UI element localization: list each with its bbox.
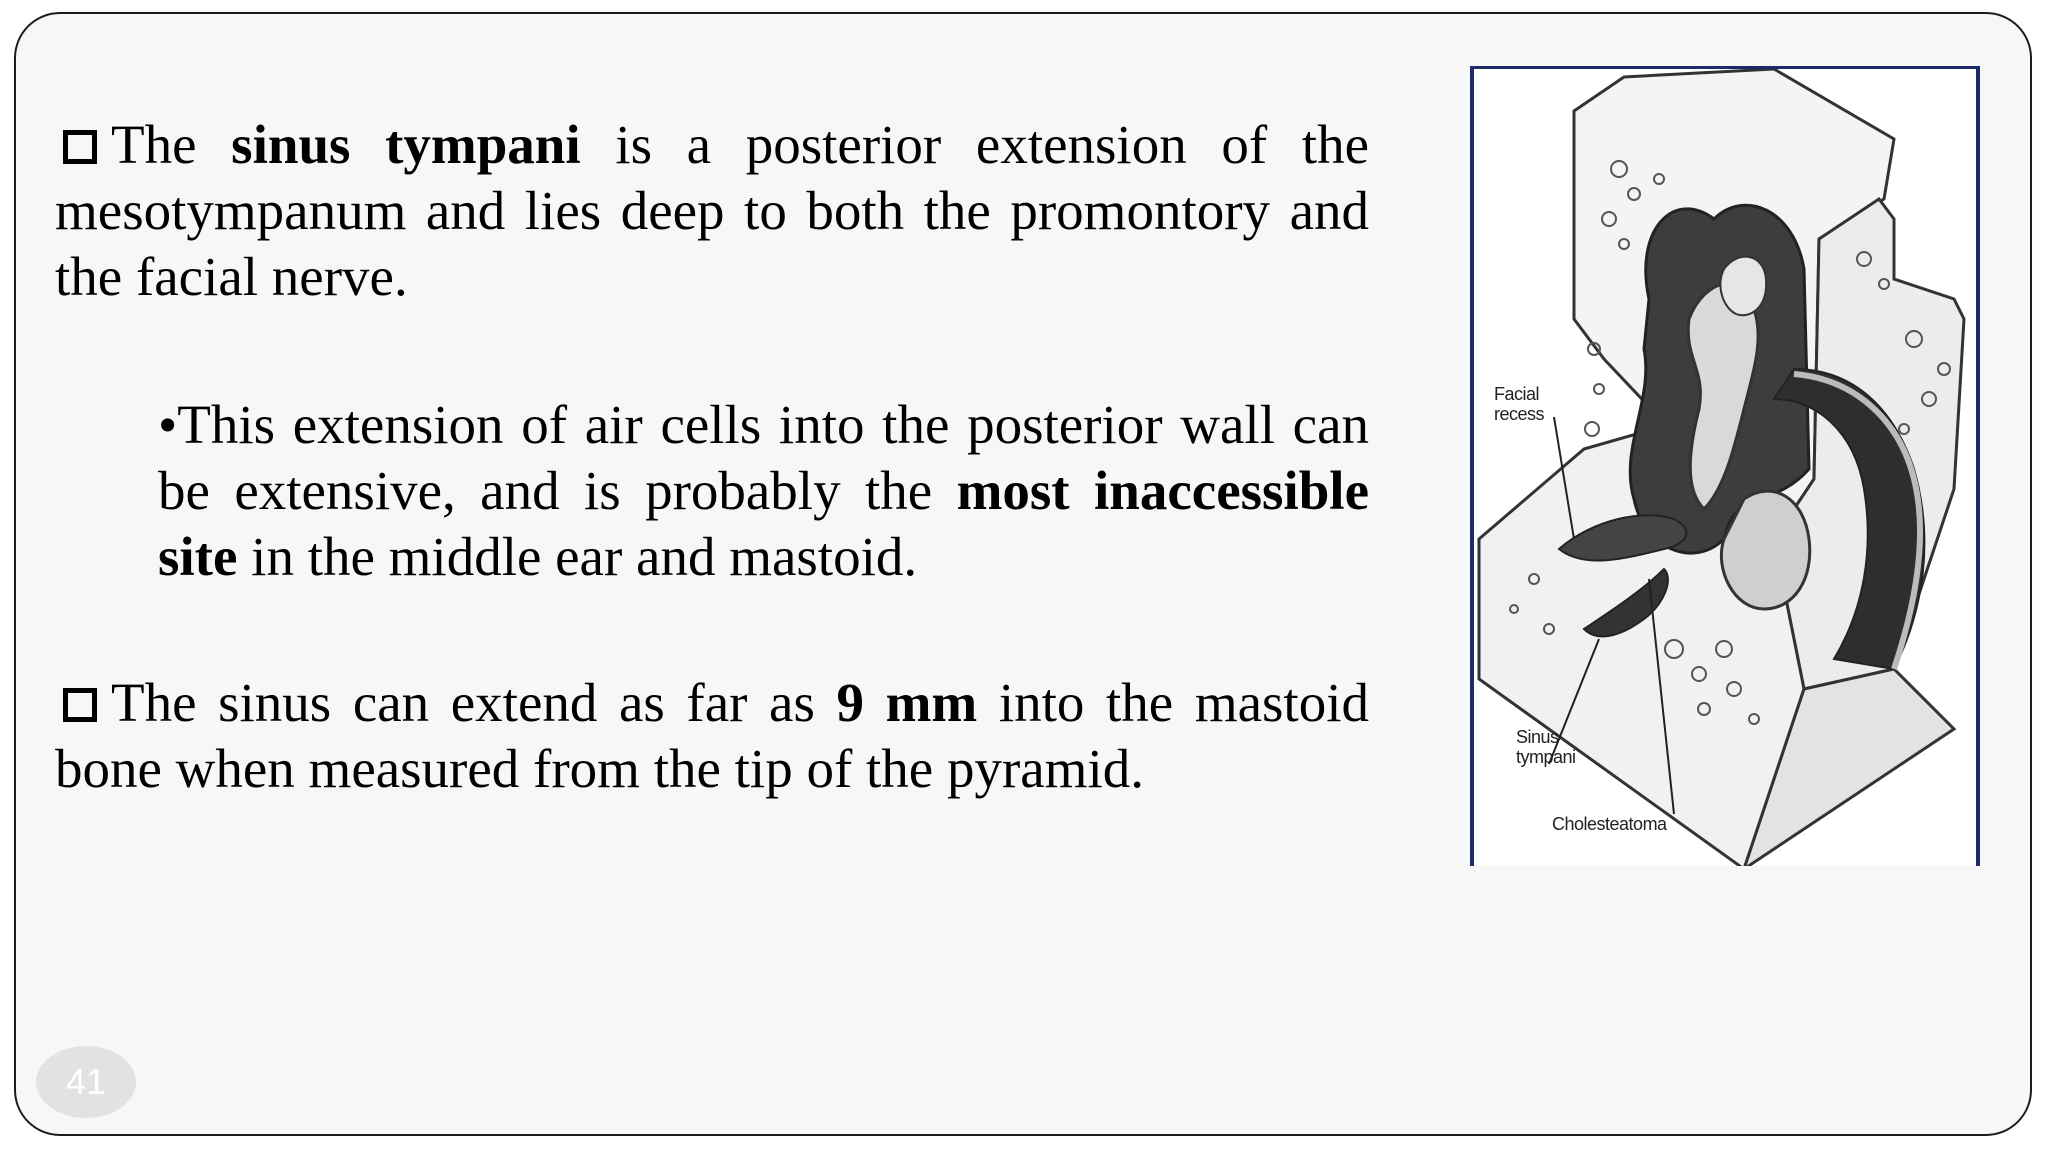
sinus-tympani-label xyxy=(1516,727,1576,767)
para3-bold: 9 mm xyxy=(836,672,978,733)
para2-bold: most inaccessible site xyxy=(158,460,1369,587)
sinus-tympani-label-line2: tympani xyxy=(1516,747,1576,767)
para1-prefix: The xyxy=(111,114,232,175)
slide xyxy=(14,12,2032,1136)
page-number: 41 xyxy=(36,1046,136,1118)
facial-recess-label xyxy=(1494,384,1544,424)
checkbox-bullet-icon xyxy=(63,688,97,722)
para1-bold: sinus tympani xyxy=(231,114,581,175)
paragraph-sinus-extent xyxy=(55,670,1369,802)
para3-suffix: into the mastoid bone when measured from the tip of the pyramid. xyxy=(55,672,1369,799)
cholesteatoma-label: Cholesteatoma xyxy=(1552,814,1667,834)
facial-recess-label-line2: recess xyxy=(1494,404,1545,424)
paragraph-air-cells xyxy=(158,392,1369,590)
facial-recess-label-line1: Facial xyxy=(1494,384,1540,404)
para1-suffix: is a posterior extension of the mesotympanum and lies deep to both the promontory and the facial nerve. xyxy=(55,114,1370,307)
sinus-tympani-label-line1: Sinus xyxy=(1516,727,1559,747)
para2-prefix: •This extension of air cells into the posterior wall can be extensive, and is probably the xyxy=(158,394,1369,521)
ear-anatomy-illustration xyxy=(1470,66,1980,866)
para2-suffix: in the middle ear and mastoid. xyxy=(237,526,918,587)
checkbox-bullet-icon xyxy=(63,130,97,164)
paragraph-sinus-tympani xyxy=(55,112,1369,310)
para3-prefix: The sinus can extend as far as xyxy=(111,672,837,733)
